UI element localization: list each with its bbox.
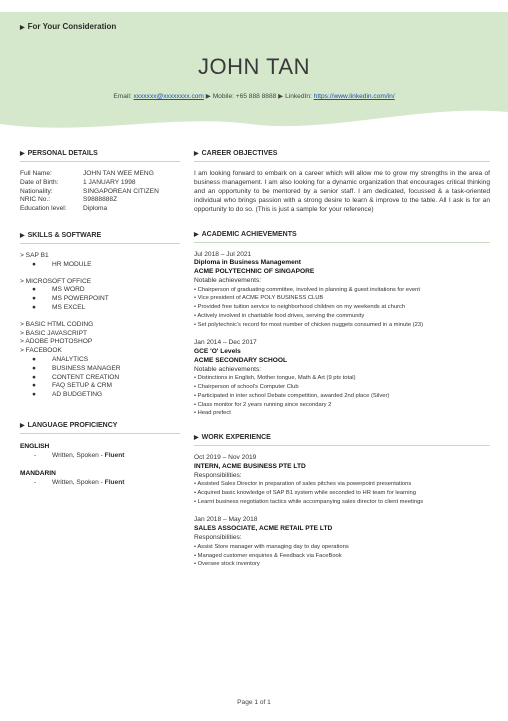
arrow-icon: ▶ [20, 422, 25, 429]
language-name: ENGLISH [20, 442, 50, 450]
entry-date: Oct 2019 – Nov 2019 [194, 453, 257, 461]
personal-row: Nationality: SINGAPOREAN CITIZEN [20, 187, 159, 195]
skill-subitem: ● AD BUDGETING [32, 391, 103, 399]
arrow-icon: ▶ [194, 151, 199, 157]
arrow-icon: ▶ [278, 93, 284, 100]
left-column [20, 150, 180, 487]
list-item: • Chairperson of graduating committee, involved in planning & guest invitations for event [194, 286, 420, 293]
skill-item: > FACEBOOK [20, 347, 62, 355]
personal-details [20, 170, 180, 214]
list-item: • Provided free tuition service to neighborhood children on my weekends at church [194, 304, 406, 311]
language-name: MANDARIN [20, 469, 56, 477]
entry-title: Diploma in Business Management [194, 259, 301, 267]
work-entry [194, 454, 490, 507]
entry-label: Responsibilities: [194, 471, 242, 479]
consideration-heading: ▶ For Your Consideration [20, 22, 117, 31]
entry-title: INTERN, ACME BUSINESS PTE LTD [194, 462, 306, 470]
skill-subitem: ● BUSINESS MANAGER [32, 364, 121, 372]
skill-item: > ADOBE PHOTOSHOP [20, 338, 93, 346]
entry-date: Jan 2014 – Dec 2017 [194, 339, 257, 347]
objectives-text: I am looking forward to embark on a career which will allow me to grow my strengths in the area of business management. I am also looking for a dynamic organization that encourages critical thinking and an opportunity to be mentored by a senior staff. I am dedicated, focussed & a task-oriented individual who brings passion with a strong desire to learn & improve to the table. All I ask is for an opportunity to do so. (This is just a sample for your reference) [194, 170, 490, 213]
language-level: - Written, Spoken - Fluent [34, 478, 125, 486]
section-title-academic: ▶ ACADEMIC ACHIEVEMENTS [194, 231, 490, 243]
header [0, 12, 508, 137]
list-item: • Oversee stock inventory [194, 561, 260, 568]
skill-subitem: ● ANALYTICS [32, 355, 89, 363]
personal-row: NRIC No.: S9888888Z [20, 196, 118, 204]
skill-subitem: ● MS WORD [32, 286, 85, 294]
list-item: • Class monitor for 2 years running since secondary 2 [194, 401, 332, 408]
list-item: • Actively involved in charitable food drives, serving the community [194, 312, 365, 319]
right-column [194, 150, 490, 569]
candidate-name: JOHN TAN [198, 54, 310, 79]
arrow-icon: ▶ [20, 25, 25, 31]
list-item: • Managed customer enquiries & Feedback via FaceBook [194, 552, 342, 559]
list-item: • Acquired basic knowledge of SAP B1 system while seconded to HR team for learning [194, 490, 416, 497]
list-item: • Set polytechnic's record for most number of chicken nuggets consumed in a minute (23) [194, 321, 424, 328]
personal-row: Education level: Diploma [20, 205, 108, 213]
entry-label: Notable achievements: [194, 276, 262, 284]
academic-entry [194, 339, 490, 418]
list-item: • Chairperson of school's Computer Club [194, 384, 299, 391]
list-item: • Participated in inter school Debate competition, awarded 2nd place (Silver) [194, 392, 390, 399]
entry-date: Jan 2018 – May 2018 [194, 516, 258, 524]
arrow-icon: ▶ [205, 93, 211, 100]
section-title-objectives: ▶ CAREER OBJECTIVES [194, 150, 490, 162]
list-item: • Assist Store manager with managing day to day operations [194, 543, 349, 550]
entry-org: ACME SECONDARY SCHOOL [194, 356, 288, 364]
list-item: • Learnt business negotiation tactics while accompanying sales director to client meetings [194, 498, 424, 505]
section-title-personal: ▶ PERSONAL DETAILS [20, 150, 180, 162]
section-title-work: ▶ WORK EXPERIENCE [194, 434, 490, 446]
skill-subitem: ● FAQ SETUP & CRM [32, 382, 112, 390]
language-level: - Written, Spoken - Fluent [34, 451, 125, 459]
entry-date: Jul 2018 – Jul 2021 [194, 250, 252, 258]
skill-item: > BASIC JAVASCRIPT [20, 329, 87, 337]
entry-title: GCE 'O' Levels [194, 348, 241, 356]
arrow-icon: ▶ [20, 232, 25, 239]
list-item: • Head prefect [194, 410, 231, 417]
work-entry [194, 516, 490, 569]
entry-label: Responsibilities: [194, 534, 242, 542]
arrow-icon: ▶ [20, 151, 25, 157]
skill-subitem: ● MS POWERPOINT [32, 295, 109, 303]
contact-line: Email: xxxxxxx@xxxxxxxx.com ▶ Mobile: +65 888 8888 ▶ LinkedIn: https://www.linkedin.com/in/ [113, 93, 395, 100]
email-link[interactable]: xxxxxxx@xxxxxxxx.com [133, 93, 204, 100]
personal-row: Date of Birth: 1 JANUARY 1998 [20, 178, 136, 186]
skills-list [20, 252, 180, 400]
list-item: • Vice president of ACME POLY BUSINESS CLUB [194, 295, 324, 302]
arrow-icon: ▶ [194, 231, 199, 238]
section-title-language: ▶ LANGUAGE PROFICIENCY [20, 422, 180, 434]
skill-item: > MICROSOFT OFFICE [20, 277, 92, 285]
section-title-skills: ▶ SKILLS & SOFTWARE [20, 232, 180, 244]
entry-title: SALES ASSOCIATE, ACME RETAIL PTE LTD [194, 525, 333, 533]
skill-item: > BASIC HTML CODING [20, 320, 94, 328]
academic-entry [194, 251, 490, 330]
personal-row: Full Name: JOHN TAN WEE MENG [20, 170, 154, 177]
skill-subitem: ● MS EXCEL [32, 303, 86, 311]
list-item: • Distinctions in English, Mother tongue, Math & Art (9 pts total) [194, 375, 356, 382]
page-number: Page 1 of 1 [237, 699, 271, 706]
list-item: • Assisted Sales Director in preparation of sales pitches via powerpoint presentations [194, 481, 412, 488]
linkedin-link[interactable]: https://www.linkedin.com/in/ [313, 93, 395, 100]
skill-item: > SAP B1 [20, 251, 49, 259]
entry-org: ACME POLYTECHNIC OF SINGAPORE [194, 268, 315, 276]
mobile-number: Mobile: +65 888 8888 [212, 93, 277, 100]
skill-subitem: ● CONTENT CREATION [32, 373, 120, 381]
skill-subitem: ● HR MODULE [32, 260, 92, 268]
arrow-icon: ▶ [194, 434, 199, 441]
language-list [20, 442, 180, 487]
entry-label: Notable achievements: [194, 365, 262, 373]
